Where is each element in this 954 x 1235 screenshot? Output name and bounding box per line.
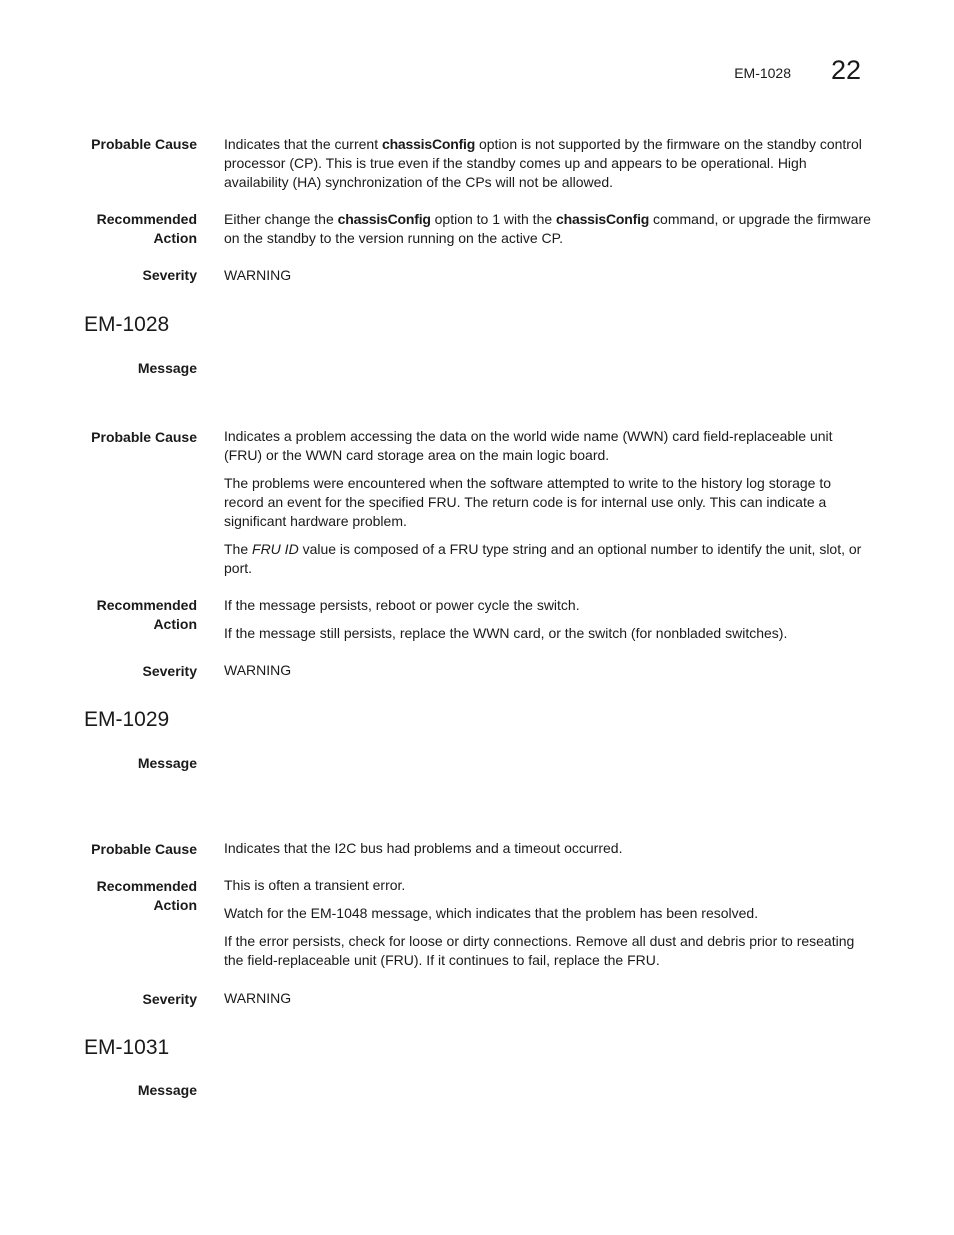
recommended-action-label: Recommended Action — [96, 597, 197, 632]
section-heading-em-1031: EM-1031 — [84, 1036, 170, 1059]
probable-cause-label: Probable Cause — [91, 841, 197, 857]
severity-label: Severity — [142, 663, 197, 679]
field-name-fru-id: FRU ID — [252, 541, 299, 557]
section-heading-em-1028: EM-1028 — [84, 313, 170, 336]
probable-cause-text: Indicates a problem accessing the data on the world wide name (WWN) card field-replaceable unit (FRU) or the WWN card storage area on the main logic board. The problems were encountered when the software attempted to write to the history log storage to record an event for the specified FRU. The return code is for internal use only. This can indicate a significant hardware problem. The FRU ID value is composed of a FRU type string and an optional number to identify the unit, slot, or port. — [224, 428, 862, 576]
message-label: Message — [137, 1082, 197, 1098]
recommended-action-text: Either change the chassisConfig option to 1 with the chassisConfig command, or upgrade the firmware on the standby to the version running on the active CP. — [224, 211, 871, 246]
chapter-number: 22 — [831, 55, 862, 85]
probable-cause-text: Indicates that the I2C bus had problems and a timeout occurred. — [224, 840, 623, 856]
running-header-title: EM-1028 — [734, 65, 791, 81]
recommended-action-text: This is often a transient error. Watch for the EM-1048 message, which indicates that the problem has been resolved. If the error persists, check for loose or dirty connections. Remove all dust and debris prior to reseating the field-replaceable unit (FRU). If it continues to fail, replace the FRU. — [224, 877, 855, 968]
severity-value: WARNING — [224, 662, 292, 678]
severity-value: WARNING — [224, 990, 292, 1006]
recommended-action-label: Recommended Action — [96, 878, 197, 913]
probable-cause-label: Probable Cause — [91, 429, 197, 445]
message-label: Message — [137, 360, 197, 376]
probable-cause-text: Indicates that the current chassisConfig option is not supported by the firmware on the standby control processor (CP). This is true even if the standby comes up and appears to be operational. High availability (HA) synchronization of the CPs will not be allowed. — [224, 136, 862, 190]
section-heading-em-1029: EM-1029 — [84, 708, 170, 731]
message-label: Message — [137, 755, 197, 771]
recommended-action-label: Recommended Action — [96, 211, 197, 246]
command-chassisconfig: chassisConfig — [381, 136, 476, 152]
severity-label: Severity — [142, 991, 197, 1007]
recommended-action-text: If the message persists, reboot or power cycle the switch. If the message still persists, replace the WWN card, or the switch (for nonbladed switches). — [224, 597, 788, 641]
probable-cause-label: Probable Cause — [91, 136, 197, 152]
severity-label: Severity — [142, 267, 197, 283]
severity-value: WARNING — [224, 267, 292, 283]
